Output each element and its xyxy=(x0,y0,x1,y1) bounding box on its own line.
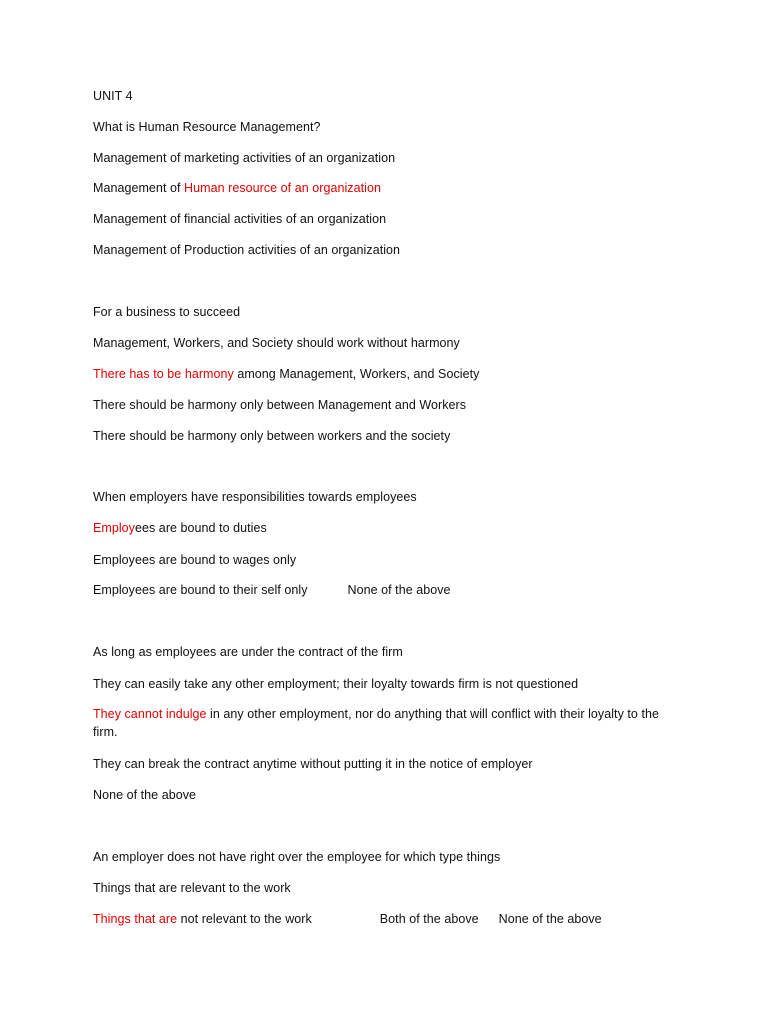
q1-option-c: Management of financial activities of an organization xyxy=(93,212,387,226)
q5-answer-highlight: Things that are xyxy=(93,912,178,926)
q4-option-d: None of the above xyxy=(93,788,197,802)
q1-option-d: Management of Production activities of an organization xyxy=(93,243,401,257)
q3-option-c: Employees are bound to their self only xyxy=(93,583,308,597)
q3-option-a xyxy=(93,519,267,537)
q5-option-d: None of the above xyxy=(498,912,602,926)
q2-option-d: There should be harmony only between workers and the society xyxy=(93,429,451,443)
q5-option-a: Things that are relevant to the work xyxy=(93,881,291,895)
q5-options-b-c-d xyxy=(93,910,602,928)
q4-option-b xyxy=(93,705,678,741)
q4-option-a: They can easily take any other employment; their loyalty towards firm is not questioned xyxy=(93,677,579,691)
question-2: For a business to succeed xyxy=(93,305,241,319)
q3-option-b: Employees are bound to wages only xyxy=(93,553,297,567)
question-1: What is Human Resource Management? xyxy=(93,120,321,134)
question-5: An employer does not have right over the employee for which type things xyxy=(93,850,501,864)
q2-option-b xyxy=(93,365,479,383)
q2-option-a: Management, Workers, and Society should work without harmony xyxy=(93,336,460,350)
unit-heading: UNIT 4 xyxy=(93,89,133,103)
q1-option-b xyxy=(93,179,381,197)
q1-answer-highlight: Human resource of an organization xyxy=(184,181,381,195)
question-3: When employers have responsibilities towards employees xyxy=(93,490,417,504)
q4-answer-highlight: They cannot indulge xyxy=(93,707,207,721)
q3-answer-highlight: Employ xyxy=(93,521,135,535)
q3-option-d: None of the above xyxy=(347,583,451,597)
q5-option-c: Both of the above xyxy=(379,912,479,926)
q1-option-a: Management of marketing activities of an organization xyxy=(93,151,396,165)
q1-option-b-prefix: Management of xyxy=(93,181,185,195)
q3-options-c-d xyxy=(93,581,451,599)
q2-option-b-suffix: among Management, Workers, and Society xyxy=(233,367,480,381)
question-4: As long as employees are under the contract of the firm xyxy=(93,645,403,659)
q3-option-a-suffix: ees are bound to duties xyxy=(134,521,267,535)
q4-option-c: They can break the contract anytime without putting it in the notice of employer xyxy=(93,757,533,771)
q4-option-b-suffix: in any other employment, nor do anything that will conflict with their loyalty to the firm. xyxy=(93,707,659,739)
q5-option-b-suffix: not relevant to the work xyxy=(177,912,312,926)
q2-option-c: There should be harmony only between Management and Workers xyxy=(93,398,467,412)
q2-answer-highlight: There has to be harmony xyxy=(93,367,234,381)
